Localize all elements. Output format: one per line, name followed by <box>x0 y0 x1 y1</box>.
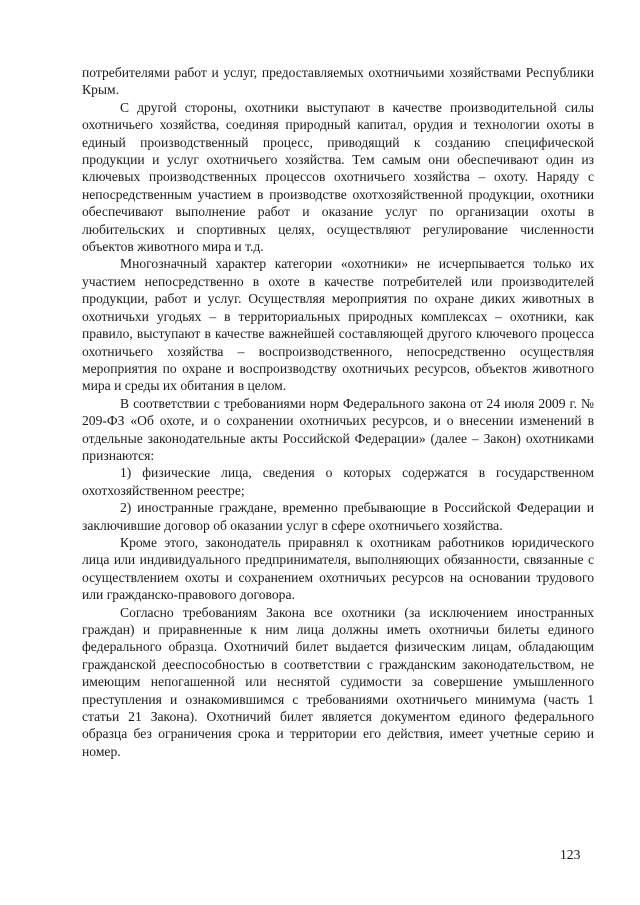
paragraph-4: В соответствии с требованиями норм Федерального закона от 24 июля 2009 г. № 209-ФЗ «Об охоте, и о сохранении охотничьих ресурсов, и о внесении изменений в отдельные законодательные акты Российской Федерации» (далее – Закон) охотниками признаются: <box>82 395 594 463</box>
paragraph-3: Многозначный характер категории «охотники» не исчерпывается только их участием непосредственно в охоте в качестве потребителей или производителей продукции, работ и услуг. Осуществляя мероприятия по охране диких животных в охотничьхи угодьях – в территориальных природных комплексах – охотники, как правило, выступают в качестве важнейшей составляющей другого ключевого процесса охотничьего хозяйства – воспроизводственного, непосредственно осуществляя мероприятия по охране и воспроизводству охотничьих ресурсов, объектов животного мира и среды их обитания в целом. <box>82 256 594 394</box>
list-item-1: 1) физические лица, сведения о которых содержатся в государственном охотхозяйственном реестре; <box>82 465 594 498</box>
list-item-2: 2) иностранные граждане, временно пребывающие в Российской Федерации и заключившие договор об оказании услуг в сфере охотничьего хозяйства. <box>82 500 594 533</box>
page-number: 123 <box>560 847 581 862</box>
paragraph-5: Кроме этого, законодатель приравнял к охотникам работников юридического лица или индивидуального предпринимателя, выполняющих обязанности, связанные с осуществлением охоты и сохранением охотничьих ресурсов на основании трудового или гражданско-правового договора. <box>82 534 594 603</box>
paragraph-6: Согласно требованиям Закона все охотники (за исключением иностранных граждан) и приравненные к ним лица должны иметь охотничьи билеты единого федерального образца. Охотничий билет выдается физическим лицам, обладающим гражданской дееспособностью в соответствии с гражданским законодательством, не имеющим непогашенной или неснятой судимости за совершение умышленного преступления и ознакомившимся с требованиями охотничьего минимума (часть 1 статьи 21 Закона). Охотничий билет является документом единого федерального образца без ограничения срока и территории его действия, имеет учетные серию и номер. <box>82 604 594 759</box>
paragraph-2: С другой стороны, охотники выступают в качестве производительной силы охотничьего хозяйства, соединяя природный капитал, орудия и технологии охоты в единый производственный процесс, приводящий к созданию специфической продукции и услуг охотничьего хозяйства. Тем самым они обеспечивают один из ключевых производственных процессов охотничьего хозяйства – охоту. Наряду с непосредственным участием в производстве охотхозяйственной продукции, охотники обеспечивают выполнение работ и оказание услуг по организации охоты в любительских и спортивных целях, осуществляют регулирование численности объектов животного мира и т.д. <box>82 99 594 255</box>
paragraph-1: потребителями работ и услуг, предоставляемых охотничьими хозяйствами Республики Крым. <box>82 65 594 98</box>
body-text <box>82 64 594 760</box>
